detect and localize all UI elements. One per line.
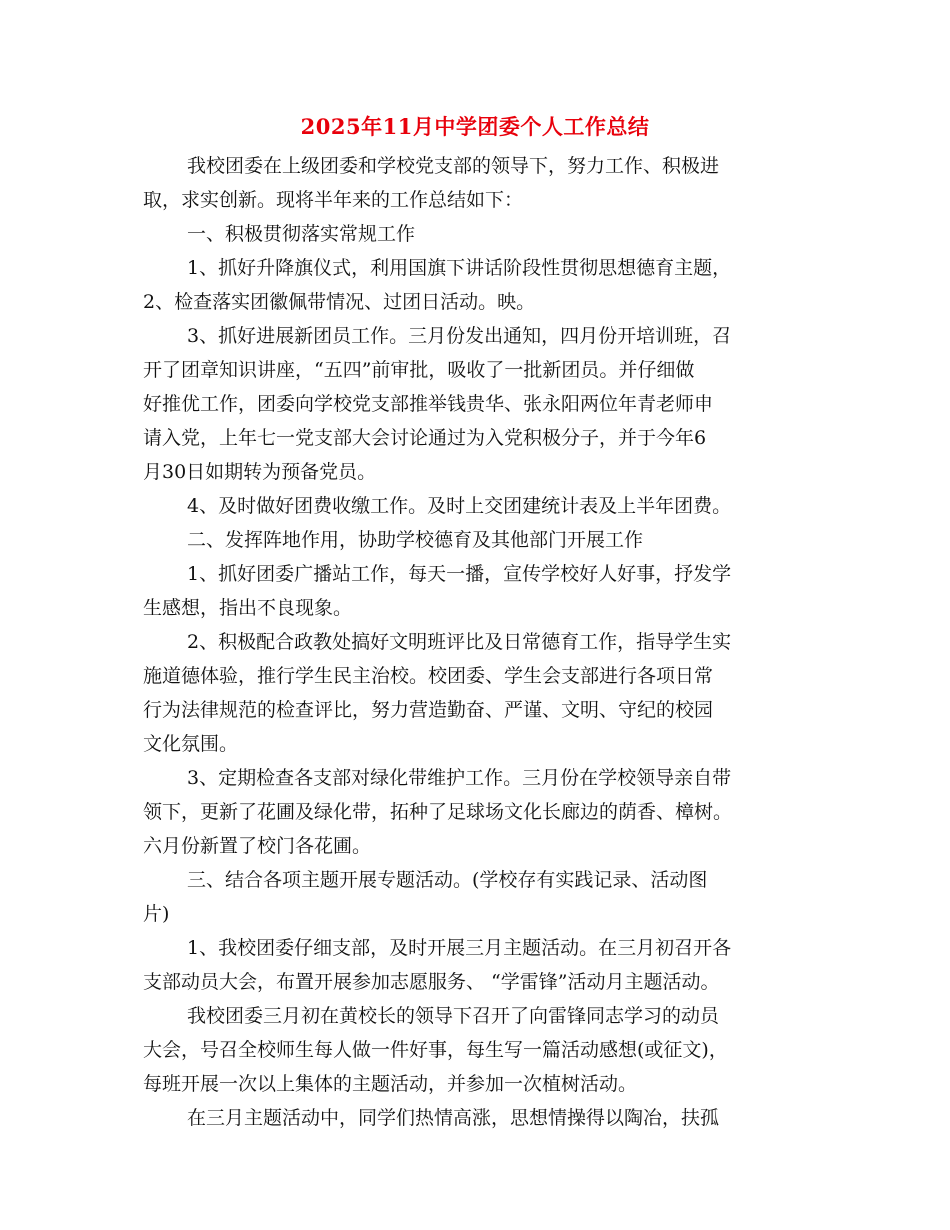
body-line: 我校团委在上级团委和学校党支部的领导下，努力工作、积极进 [187,155,720,177]
body-line: 1、抓好升降旗仪式，利用国旗下讲话阶段性贯彻思想德育主题， [187,257,732,279]
body-line: 2、检查落实团徽佩带情况、过团日活动。映。 [143,291,536,313]
body-line: 每班开展一次以上集体的主题活动，并参加一次植树活动。 [143,1073,638,1095]
body-line: 生感想，指出不良现象。 [143,597,353,619]
body-line: 大会，号召全校师生每人做一件好事，每生写一篇活动感想(或征文)， [143,1039,728,1061]
section-heading: 二、发挥阵地作用，协助学校德育及其他部门开展工作 [187,529,644,551]
body-line: 支部动员大会，布置开展参加志愿服务、 “学雷锋”活动月主题活动。 [143,971,720,993]
body-line: 我校团委三月初在黄校长的领导下召开了向雷锋同志学习的动员 [187,1005,720,1027]
body-line: 4、及时做好团费收缴工作。及时上交团建统计表及上半年团费。 [187,495,732,517]
body-line: 3、抓好进展新团员工作。三月份发出通知，四月份开培训班，召 [187,325,732,347]
body-line: 领下，更新了花圃及绿化带，拓种了足球场文化长廊边的荫香、樟树。 [143,801,733,823]
body-line: 月30日如期转为预备党员。 [143,461,377,483]
body-line: 取，求实创新。现将半年来的工作总结如下： [143,189,524,211]
body-line: 在三月主题活动中，同学们热情高涨，思想情操得以陶冶，扶孤 [187,1107,720,1129]
section-heading: 三、结合各项主题开展专题活动。(学校存有实践记录、活动图 [187,869,708,891]
body-line: 行为法律规范的检查评比，努力营造勤奋、严谨、文明、守纪的校园 [143,699,714,721]
section-heading: 一、积极贯彻落实常规工作 [187,223,416,245]
body-line: 片) [143,903,170,925]
body-line: 施道德体验，推行学生民主治校。校团委、学生会支部进行各项日常 [143,665,714,687]
body-line: 请入党，上年七一党支部大会讨论通过为入党积极分子，并于今年6 [143,427,707,449]
body-line: 2、积极配合政教处搞好文明班评比及日常德育工作，指导学生实 [187,631,732,653]
body-line: 3、定期检查各支部对绿化带维护工作。三月份在学校领导亲自带 [187,767,732,789]
body-line: 1、我校团委仔细支部，及时开展三月主题活动。在三月初召开各 [187,937,732,959]
body-line: 1、抓好团委广播站工作，每天一播，宣传学校好人好事，抒发学 [187,563,732,585]
body-line: 开了团章知识讲座，“五四”前审批，吸收了一批新团员。并仔细做 [143,359,695,381]
body-line: 六月份新置了校门各花圃。 [143,835,372,857]
body-line: 好推优工作，团委向学校党支部推举钱贵华、张永阳两位年青老师申 [143,393,714,415]
body-line: 文化氛围。 [143,733,239,755]
document-title: 2025年11月中学团委个人工作总结 [300,114,650,139]
